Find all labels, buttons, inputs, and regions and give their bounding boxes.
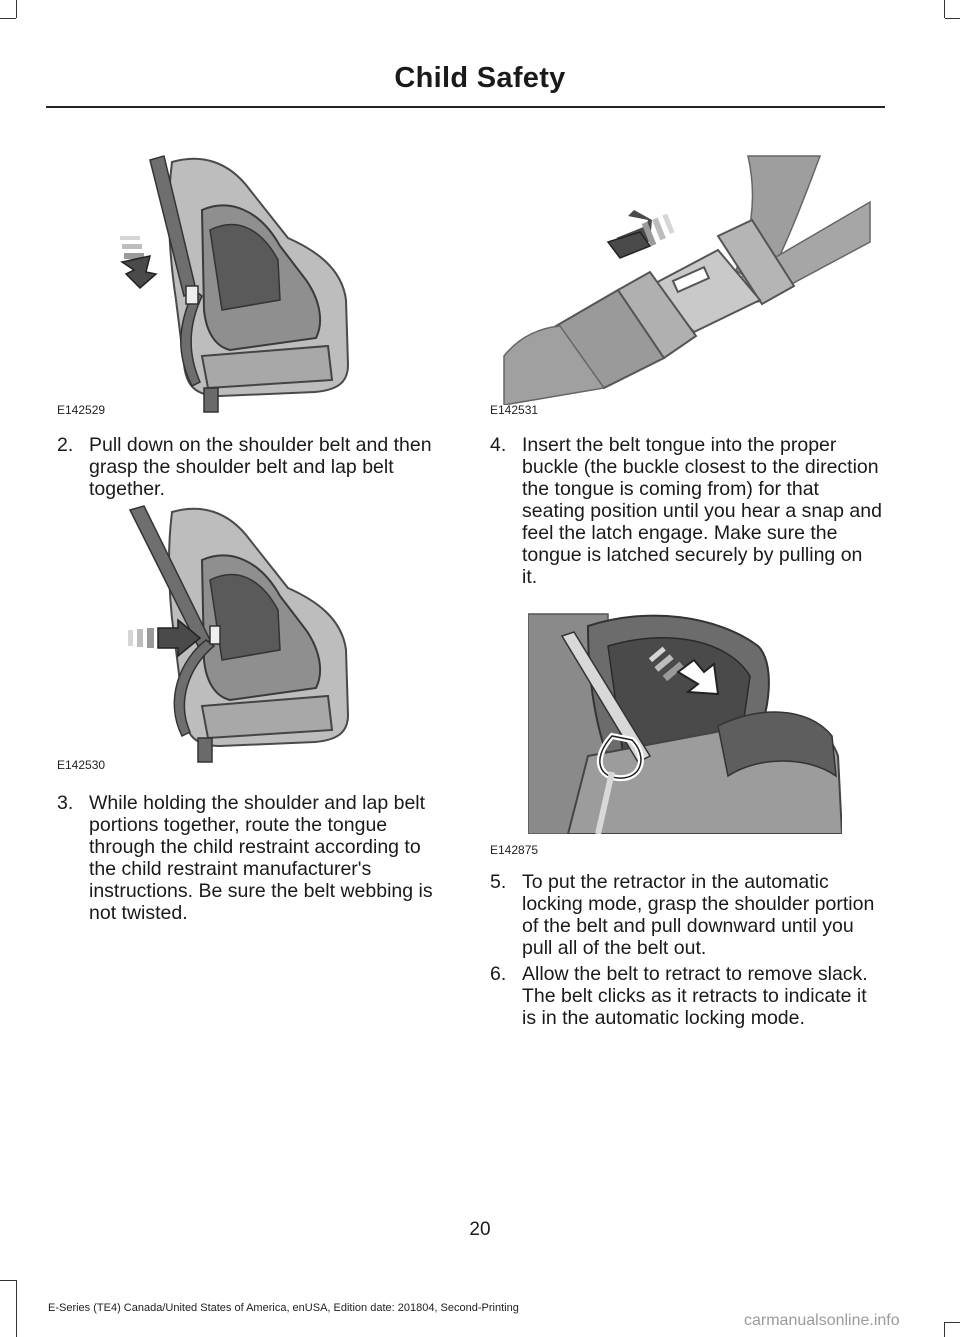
child-seat-illustration: [110, 500, 360, 765]
watermark: carmanualsonline.info: [744, 1312, 900, 1329]
step-number: 5.: [490, 871, 507, 893]
figure-shoulder-belt-pull: [110, 150, 360, 415]
crop-mark: [944, 1322, 945, 1337]
step-number: 4.: [490, 434, 507, 456]
crop-mark: [0, 1280, 16, 1281]
step-6: [490, 963, 882, 1029]
arrow-left-icon: [608, 210, 675, 258]
arrow-down-icon: [120, 236, 156, 288]
edition-footer: E-Series (TE4) Canada/United States of America, enUSA, Edition date: 201804, Second-Printing: [48, 1302, 519, 1314]
step-text: Allow the belt to retract to remove slack. The belt clicks as it retracts to indicate it is in the automatic locking mode.: [522, 963, 868, 1029]
buckle-illustration: [500, 150, 872, 405]
crop-mark: [944, 0, 945, 18]
step-number: 6.: [490, 963, 507, 985]
step-text: Pull down on the shoulder belt and then grasp the shoulder belt and lap belt together.: [89, 434, 432, 500]
step-text: While holding the shoulder and lap belt portions together, route the tongue through the child restraint according to the child restraint manufacturer's instructions. Be sure the belt webbing is not twisted.: [89, 792, 433, 924]
figure-code: E142875: [490, 843, 539, 857]
step-number: 2.: [57, 434, 74, 456]
figure-code: E142531: [490, 403, 539, 417]
figure-insert-tongue: [500, 150, 872, 405]
crop-mark: [945, 1322, 960, 1323]
step-2: [57, 434, 447, 500]
figure-code: E142529: [57, 403, 106, 417]
step-number: 3.: [57, 792, 74, 814]
step-5: [490, 871, 882, 959]
step-text: To put the retractor in the automatic locking mode, grasp the shoulder portion of the belt and pull downward until you pull all of the belt out.: [522, 871, 875, 959]
page-title: Child Safety: [394, 62, 566, 94]
child-seat-closeup-illustration: [528, 606, 842, 834]
crop-mark: [945, 18, 960, 19]
crop-mark: [16, 1280, 17, 1337]
figure-hold-belts: [110, 500, 360, 765]
figure-pull-belt-out: [528, 606, 842, 834]
step-4: [490, 434, 882, 588]
child-seat-illustration: [110, 150, 360, 415]
figure-code: E142530: [57, 758, 106, 772]
header-divider: [46, 106, 885, 108]
step-text: Insert the belt tongue into the proper buckle (the buckle closest to the direction the tongue is coming from) for that seating position until you hear a snap and feel the latch engage. Make sure the tongue is latched securely by pulling on it.: [522, 434, 882, 588]
crop-mark: [16, 0, 17, 18]
page-number: 20: [469, 1219, 491, 1240]
step-3: [57, 792, 451, 924]
crop-mark: [0, 18, 16, 19]
